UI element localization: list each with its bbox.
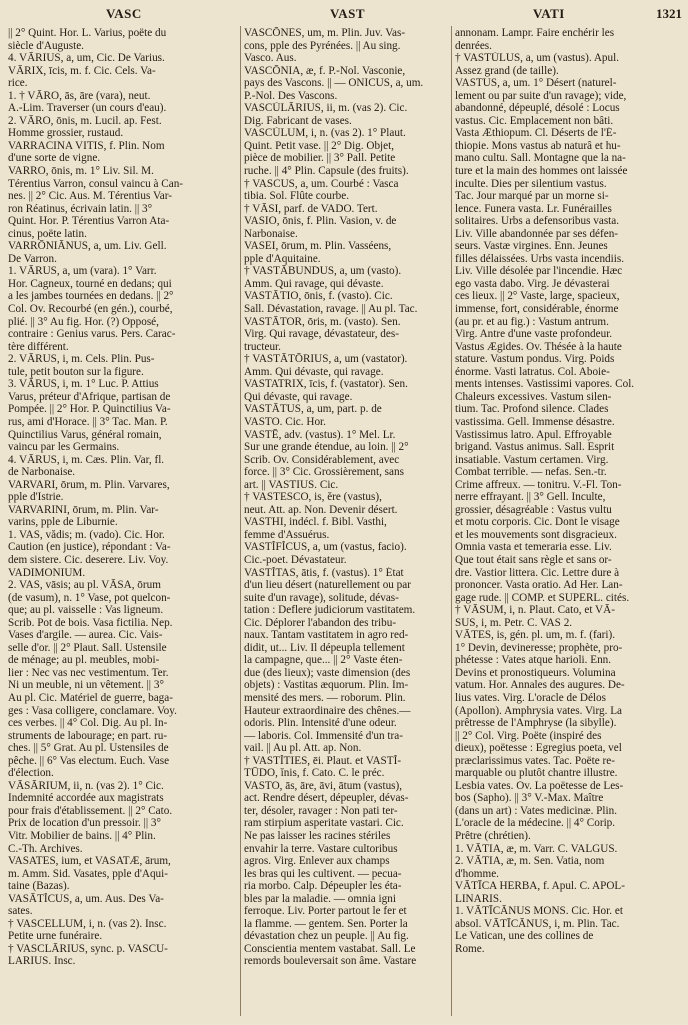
text-line: nes. || 2° Cic. Aus. M. Térentius Var- [8,190,172,203]
text-line: Tac. Jour marqué par un morne si- [455,190,609,203]
text-line: 1. VĀTIA, æ, m. Varr. C. VALGUS. [455,842,618,855]
text-line: de Narbonaise. [8,466,76,479]
text-line: ces verbes. || 4° Col. Dig. Au pl. In- [8,717,168,730]
text-line: Vases d'argile. — aurea. Cic. Vais- [8,629,163,642]
text-line: C.-Th. Archives. [8,842,83,855]
text-line: rus, ami d'Horace. || 3° Tac. Man. P. [8,415,168,428]
text-line: énorme. Vasti latratus. Col. Aboie- [455,365,610,378]
text-line: dieux), poëtesse : Egregius poeta, vel [455,742,622,755]
text-line: la flamme. — gentem. Sen. Porter la [244,917,408,930]
text-line: Pompée. || 2° Hor. P. Quinctilius Va- [8,403,171,416]
text-line: ego vasta dabo. Virg. Je dévasterai [455,277,610,290]
text-line: abandonné, dépeuplé, désolé : Locus [455,102,620,115]
text-line: Scrib. Pot de bois. Vasa fictilia. Nep. [8,616,173,629]
text-line: et motu corporis. Cic. Dont le visage [455,516,620,529]
text-line: Prêtre (chrétien). [455,830,531,842]
text-line: Indemnité accordée aux magistrats [8,792,164,805]
text-line: 3. VĀRUS, i, m. 1° Luc. P. Attius [8,378,159,391]
text-line: Vastissimus latro. Apul. Effroyable [455,428,612,441]
text-line: gage rude. || COMP. et SUPERL. cités. [455,591,630,604]
text-line: VASTĬTAS, ātis, f. (vastus). 1° État [244,566,404,579]
text-line: VASTĬFĬCUS, a, um (vastus, facio). [244,541,407,554]
text-line: absol. VĀTĪCĀNUS, i, m. Plin. Tac. [455,917,620,930]
text-line: cons, pple des Pyrénées. || Au sing. [244,39,401,52]
text-line: ram stirpium asperitate vastari. Cic. [244,817,404,830]
text-line: VASTĀTIO, ōnis, f. (vasto). Cic. [244,290,393,303]
text-line: Petite urne funéraire. [8,930,103,943]
text-line: marquable ou plutôt chantre illustre. [455,767,618,780]
text-line: pêche. || 6° Vas electum. Euch. Vase [8,754,170,767]
text-line: 2. VĀTIA, æ, m. Sen. Vatia, nom [455,855,605,868]
text-line: odoris. Plin. Intensité d'une odeur. [244,717,397,730]
text-line: VASTĒ, adv. (vastus). 1° Mel. Lr. [244,428,396,441]
text-line: force. || 3° Cic. Grossièrement, sans [244,466,404,479]
text-line: tibia. Sol. Flûte courbe. [244,190,350,203]
text-line: † VASTĀTŌRIUS, a, um (vastator). [244,353,408,366]
text-line: tule, petit bouton sur la figure. [8,365,144,378]
text-line: Au pl. Cic. Matériel de guerre, baga- [8,691,173,704]
text-line: m. Amm. Sid. Vasates, pple d'Aqui- [8,867,168,880]
text-line: pour frais d'établissement. || 2° Cato. [8,804,173,817]
text-line: VARVARINI, ōrum, m. Plin. Var- [8,503,159,516]
text-line: prononcer. Vasta oratio. Ad Her. Lan- [455,579,623,592]
text-line: pple d'Aquitaine. [244,252,321,265]
text-line: Combat terrible. — nefas. Sen.-tr. [455,466,607,479]
text-line: Dig. Fabricant de vases. [244,114,352,127]
text-line: † VASTĀBUNDUS, a, um (vasto). [244,265,402,278]
text-line: denrées. [455,39,492,52]
text-line: Lesbia vates. Ov. La poëtesse de Les- [455,779,624,792]
text-line: que; au pl. vaisselle : Vas ligneum. [8,604,164,617]
text-line: didit, ut... Liv. Il dépeupla tellement [244,641,405,654]
text-line: ges : Vasa colligere, conclamare. Voy. [8,704,177,717]
text-line: VASTO. Cic. Hor. [244,415,326,428]
text-line: VĀTĪCA HERBA, f. Apul. C. APOL- [455,880,625,893]
text-line: Sur une grande étendue, au loin. || 2° [244,441,409,454]
text-line: cinus, poëte latin. [8,227,87,240]
text-line: VASIO, ōnis, f. Plin. Vasion, v. de [244,215,397,228]
text-line: Que tout était sans règle et sans or- [455,553,612,566]
text-line: insatiable. Vastum certamen. Virg. [455,453,609,466]
text-line: Crime affreux. — tonitru. V.-Fl. Ton- [455,478,622,491]
text-line: VASEI, ōrum, m. Plin. Vasséens, [244,240,392,253]
text-line: siècle d'Auguste. [8,39,84,52]
text-line: suite d'un ravage), solitude, dévas- [244,591,399,604]
text-line: selle d'or. || 2° Plaut. Sall. Ustensile [8,641,167,654]
text-line: et les mouvements sont disgracieux. [455,528,617,541]
text-line: pays des Vascons. || — ONICUS, a, um. [244,77,424,90]
text-line: Rome. [455,942,485,955]
text-line: (de vasum), n. 1° Vase, pot quelcon- [8,591,171,604]
column-rule-2 [451,26,452,1016]
text-line: dévastation chez un peuple. || Au fig. [244,930,409,943]
text-line: Le Vatican, une des collines de [455,930,594,943]
text-line: LARIUS. Insc. [8,955,76,968]
text-line: ces lieux. || 2° Vaste, large, spacieux, [455,290,620,303]
text-line: VASCŌNES, um, m. Plin. Juv. Vas- [244,27,406,39]
text-line: Homme grossier, rustaud. [8,127,124,140]
text-line: Hauteur extraordinaire des chênes.— [244,704,411,717]
text-line: prêtresse de l'Amphryse (la sibylle). [455,717,617,730]
text-line: grossier, désagréable : Vastus vultu [455,503,612,516]
text-line: Liv. Ville désolée par l'incendie. Hæc [455,265,623,278]
text-line: VĀSĀRIUM, ii, n. (vas 2). 1° Cic. [8,779,164,792]
text-line: lier : Nec vas nec vestimentum. Ter. [8,666,169,679]
text-line: ter, désoler, ravager : Non pati ter- [244,804,398,817]
text-line: VARRO, ōnis, m. 1° Liv. Sil. M. [8,165,154,178]
text-line: struments de labourage; en part. ru- [8,729,168,742]
text-line: — laboris. Col. Immensité d'un tra- [244,729,403,742]
text-line: solitaires. Urbs a defensoribus vasta. [455,215,620,228]
running-head-center: VAST [330,6,366,21]
text-line: lence. Funera vasta. Lr. Funérailles [455,202,612,215]
text-line: vatum. Hor. Annales des augures. De- [455,679,625,692]
text-line: agros. Virg. Enlever aux champs [244,855,390,868]
text-line: Assez grand (de taille). [455,64,559,77]
text-line: 2. VĀRUS, i, m. Cels. Plin. Pus- [8,353,155,366]
text-line: † VASTŬLUS, a, um (vastus). Apul. [455,52,619,65]
text-line: d'une sorte de vigne. [8,152,101,165]
text-line: VARRACINA VITIS, f. Plin. Nom [8,139,165,152]
text-line: les bras qui les cultivent. — pecua- [244,867,402,880]
text-line: sates. [8,905,33,918]
text-line: objets) : Vastitas æquorum. Plin. Im- [244,679,409,692]
text-line: d'homme. [455,867,499,880]
text-line: phétesse : Vates atque harioli. Enn. [455,654,612,667]
text-line: ruche. || 4° Plin. Capsule (des fruits). [244,165,409,178]
text-line: De Varron. [8,252,57,265]
text-line: ture et la main des hommes ont laissée [455,165,628,178]
text-line: Vitr. Mobilier de bains. || 4° Plin. [8,830,156,842]
text-line: Caution (en justice), répondant : Va- [8,541,171,554]
text-line: Térentius Varron, consul vaincu à Can- [8,177,184,190]
text-line: Conscientia mentem vastabat. Sall. Le [244,942,416,955]
text-line: præclarissimus vates. Tac. Poëte re- [455,754,615,767]
text-line: (Apollon). Amphrysia vates. Virg. La [455,704,623,717]
text-line: envahir la terre. Vastare cultoribus [244,842,398,855]
text-line: 1° Devin, devineresse; prophète, pro- [455,641,623,654]
text-line: annonam. Lampr. Faire enchérir les [455,27,615,39]
text-line: dre. Vastior littera. Cic. Lettre dure à [455,566,620,579]
text-line: Quint. Petit vase. || 2° Dig. Objet, [244,139,395,152]
text-line: taine (Bazas). [8,880,70,893]
text-line: 1. VAS, vădis; m. (vado). Cic. Hor. [8,528,165,541]
column-rule-1 [240,26,241,1016]
text-line: VĀTES, is, gén. pl. um, m. f. (fari). [455,629,616,642]
text-line: mano cultu. Sall. Montagne que la na- [455,152,626,165]
text-line: VASTO, ās, āre, āvi, ātum (vastus), [244,779,403,792]
text-line: VASCŌNIA, æ, f. P.-Nol. Vasconie, [244,64,406,77]
text-line: VASTĀTUS, a, um, part. p. de [244,403,382,416]
text-line: † VASTĬTIES, ēi. Plaut. et VASTĬ- [244,754,402,767]
text-line: pple d'Istrie. [8,491,64,504]
text-line: Col. Ov. Recourbé (en gén.), courbé, [8,303,173,316]
text-line: VASTUS, a, um. 1° Désert (naturel- [455,77,617,90]
text-line: de ménage; au pl. meubles, mobi- [8,654,160,667]
text-line: 4. VĀRIUS, a, um, Cic. De Varius. [8,52,165,65]
text-line: seurs. Vastæ virgines. Enn. Jeunes [455,240,608,253]
text-line: inculte. Dies per silentium vastus. [455,177,607,190]
text-line: rice. [8,77,28,90]
text-line: tation : Deflere judiciorum vastitatem. [244,604,416,617]
text-line: Quint. Hor. P. Térentius Varron Ata- [8,215,170,228]
text-line: vaincu par les Germains. [8,441,120,454]
text-line: remords bouleversait son âme. Vastare [244,955,417,968]
text-line: ria morbo. Calp. Dépeupler les éta- [244,880,402,893]
text-line: Vastus Ægides. Ov. Thésée à la haute [455,340,622,353]
text-line: VASATES, ium, et VASATÆ, ārum, [8,855,171,868]
text-line: tium. Tac. Profond silence. Clades [455,403,609,416]
text-line: d'élection. [8,767,54,780]
text-line: Quinctilius Varus, général romain, [8,428,162,441]
text-line: lement ou par suite d'un ravage); vide, [455,89,627,102]
text-line: † VĀSUM, i, n. Plaut. Cato, et VĀ- [455,604,615,617]
text-line: ron Réatinus, écrivain latin. || 3° [8,202,153,215]
text-line: brigand. Vastus animus. Sall. Esprit [455,441,615,454]
text-line: † VASCELLUM, i, n. (vas 2). Insc. [8,917,167,930]
text-line: LINARIS. [455,892,502,905]
column-left [8,27,237,1012]
text-line: Ni un meuble, ni un vêtement. || 3° [8,679,164,692]
text-line: tère différent. [8,340,69,353]
text-line: VARRŌNIĀNUS, a, um. Liv. Gell. [8,240,167,253]
text-line: VASTĀTOR, ōris, m. (vasto). Sen. [244,315,401,328]
text-line: VADIMONIUM. [8,566,86,579]
text-line: A.-Lim. Traverser (un cours d'eau). [8,102,167,115]
page-number: 1321 [656,6,682,21]
text-line: 1. VĀTĪCĀNUS MONS. Cic. Hor. et [455,905,623,918]
text-line: Varus, préteur d'Afrique, partisan de [8,390,171,403]
text-line: bles par la maladie. — omnia igni [244,892,396,905]
text-line: (au pr. et au fig.) : Vastum antrum. [455,315,609,328]
text-line: Narbonaise. [244,227,298,240]
text-line: thiopie. Mons vastus ab naturâ et hu- [455,139,621,152]
text-line: Vasta Æthiopum. Cl. Déserts de l'É- [455,127,617,140]
text-line: || 2° Quint. Hor. L. Varius, poëte du [8,27,167,39]
text-line: nerre effrayant. || 3° Gell. Inculte, [455,491,606,504]
text-line: immense, fort, considérable, énorme [455,303,619,316]
text-line: 1. † VĀRO, ās, āre (vara), neut. [8,89,151,102]
text-line: SUS, i, m. Petr. C. VAS 2. [455,616,573,629]
text-line: Virg. Antre d'une vaste profondeur. [455,328,613,341]
text-line: neut. Att. ap. Non. Devenir désert. [244,503,398,516]
text-line: Ne pas laisser les racines stériles [244,830,391,842]
text-line: VASTHI, indécl. f. Bibl. Vasthi, [244,516,387,529]
text-line: Omnia vasta et temeraria esse. Liv. [455,541,612,554]
text-line: VASTATRIX, īcis, f. (vastator). Sen. [244,378,408,391]
text-line: ferroque. Liv. Porter partout le fer et [244,905,407,918]
text-line: dem sistere. Cic. deserere. Liv. Voy. [8,553,169,566]
text-line: due (des lieux); vaste dimension (des [244,666,411,679]
text-line: † VASCLĀRIUS, sync. p. VASCU- [8,942,168,955]
text-line: vastissima. Gell. Immense désastre. [455,415,615,428]
column-right [455,27,682,1012]
text-line: lius vates. Virg. L'oracle de Délos [455,691,606,704]
text-line: Sall. Dévastation, ravage. || Au pl. Tac. [244,303,418,316]
text-line: act. Rendre désert, dépeupler, dévas- [244,792,409,805]
text-line: Scrib. Ov. Considérablement, avec [244,453,400,466]
text-line: vail. || Au pl. Att. ap. Non. [244,742,362,755]
text-line: contraire : Genius varus. Pers. Carac- [8,328,176,341]
text-line: plié. || 3° Au fig. Hor. (?) Opposé, [8,315,159,328]
text-line: Hor. Cagneux, tourné en dedans; qui [8,277,172,290]
text-line: 4. VĀRUS, i, m. Cæs. Plin. Var, fl. [8,453,165,466]
text-line: † VASTESCO, is, ĕre (vastus), [244,491,382,504]
running-head-left: VASC [106,6,142,21]
text-line: VARVARI, ōrum, m. Plin. Varvares, [8,478,170,491]
text-line: Amm. Qui ravage, qui dévaste. [244,277,384,290]
text-line: Virg. Qui ravage, dévastateur, des- [244,328,399,341]
text-line: bos (Sapho). || 3° V.-Max. Maître [455,792,604,805]
text-line: naux. Tantam vastitatem in agro red- [244,629,409,642]
text-line: VASCŬLĀRIUS, ii, m. (vas 2). Cic. [244,102,408,115]
text-line: Cic.-poet. Dévastateur. [244,553,347,566]
text-line: Cic. Déplorer l'abandon des tribu- [244,616,397,629]
text-line: Liv. Ville abandonnée par ses défen- [455,227,619,240]
text-line: d'un lieu désert (naturellement ou par [244,579,411,592]
text-line: la campagne, que... || 2° Vaste éten- [244,654,403,667]
column-middle [244,27,449,1012]
text-line: stature. Vastum pondus. Virg. Poids [455,353,615,366]
text-line: VASCŬLUM, i, n. (vas 2). 1° Plaut. [244,127,406,140]
running-head-right: VATI [533,6,565,21]
text-line: 2. VAS, vāsis; au pl. VĀSA, ōrum [8,579,161,592]
text-line: || 2° Col. Virg. Poëte (inspiré des [455,729,602,742]
text-line: tructeur. [244,340,281,353]
text-line: Devins et pronostiqueurs. Volumina [455,666,616,679]
text-line: † VASCUS, a, um. Courbé : Vasca [244,177,399,190]
text-line: L'oracle de la médecine. || 4° Corip. [455,817,616,830]
text-line: VĀRIX, īcis, m. f. Cic. Cels. Va- [8,64,156,77]
text-line: a les jambes tournées en dedans. || 2° [8,290,174,303]
text-line: Vasco. Aus. [244,52,297,65]
text-line: † VĀSI, parf. de VADO. Tert. [244,202,378,215]
text-line: VASĀTĬCUS, a, um. Aus. Des Va- [8,892,164,905]
text-line: filles délaissées. Urbs vasta incendiis. [455,252,625,265]
text-line: ments intenses. Vastissimi vapores. Col. [455,378,635,391]
text-line: 1. VĀRUS, a, um (vara). 1° Varr. [8,265,157,278]
text-line: TŪDO, ĭnis, f. Cato. C. le préc. [244,767,385,780]
text-line: varins, pple de Liburnie. [8,516,118,529]
text-line: femme d'Assuérus. [244,528,330,541]
text-line: Qui dévaste, qui ravage. [244,390,353,403]
text-line: vastus. Cic. Emplacement non bâti. [455,114,614,127]
text-line: art. || VASTIUS. Cic. [244,478,339,491]
text-line: (dans un art) : Vates medicinæ. Plin. [455,804,617,817]
text-line: Prix de location d'un pressoir. || 3° [8,817,161,830]
text-line: mensité des mers. — roborum. Plin. [244,691,406,704]
text-line: pièce de mobilier. || 3° Pall. Petite [244,152,396,165]
text-line: 2. VĀRO, ōnis, m. Lucil. ap. Fest. [8,114,162,127]
text-line: Chaleurs excessives. Vastum silen- [455,390,612,403]
text-line: ches. || 5° Grat. Au pl. Ustensiles de [8,742,169,755]
text-line: Amm. Qui dévaste, qui ravage. [244,365,384,378]
text-line: P.-Nol. Des Vascons. [244,89,338,102]
